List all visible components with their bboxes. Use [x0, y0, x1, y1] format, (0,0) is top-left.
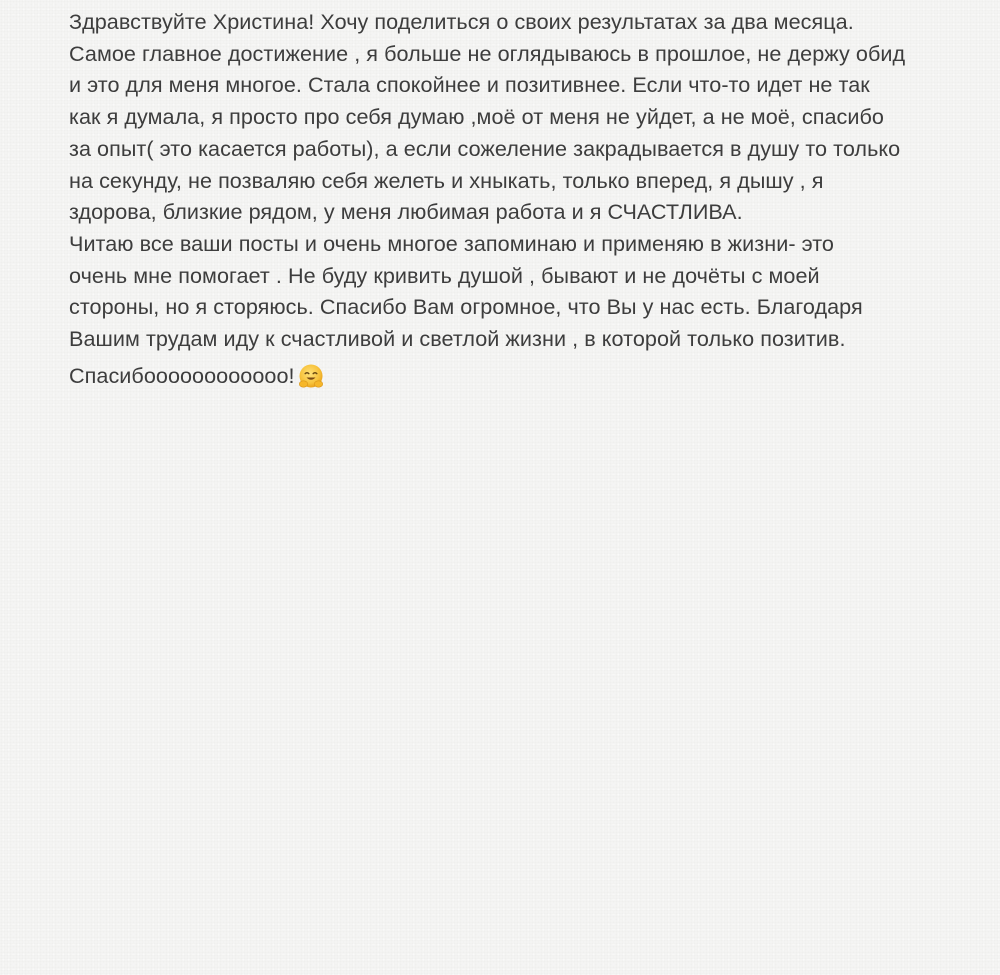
closing-line: [69, 360, 949, 392]
note-body[interactable]: [69, 6, 949, 391]
note-line: стороны, но я сторяюсь. Спасибо Вам огромное, что Вы у нас есть. Благодаря: [69, 294, 863, 320]
note-line: как я думала, я просто про себя думаю ,моё от меня не уйдет, а не моё, спасибо: [69, 104, 884, 130]
note-line: Вашим трудам иду к счастливой и светлой жизни , в которой только позитив.: [69, 326, 846, 352]
note-line: Читаю все ваши посты и очень многое запоминаю и применяю в жизни- это: [69, 230, 834, 256]
note-line: за опыт( это касается работы), а если сожеление закрадывается в душу то только: [69, 135, 901, 161]
note-line: Здравствуйте Христина! Хочу поделиться о своих результатах за два месяца.: [69, 9, 854, 34]
note-line: здорова, близкие рядом, у меня любимая работа и я СЧАСТЛИВА.: [69, 199, 743, 225]
note-line: Самое главное достижение , я больше не оглядываюсь в прошлое, не держу обид: [69, 40, 906, 66]
note-line: очень мне помогает . Не буду кривить душой , бывают и не дочёты с моей: [69, 262, 820, 288]
note-line: на секунду, не позваляю себя желеть и хныкать, только вперед, я дышу , я: [69, 167, 824, 193]
note-line: и это для меня многое. Стала спокойнее и позитивнее. Если что-то идет не так: [69, 72, 870, 98]
closing-text: Спасибоооооооооооо!: [69, 362, 295, 388]
hugging-face-emoji-icon: [297, 363, 325, 391]
